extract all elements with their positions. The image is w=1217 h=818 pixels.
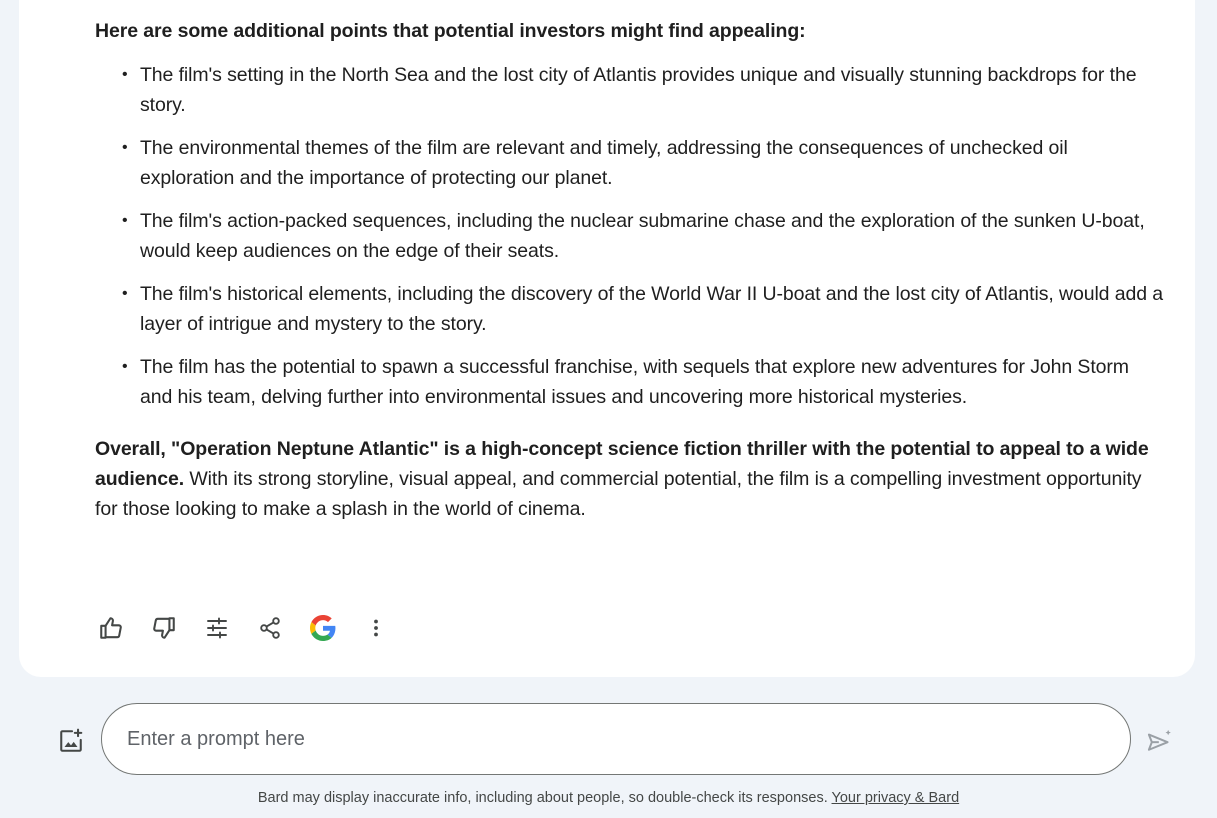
more-options-icon: [364, 616, 388, 640]
prompt-input[interactable]: [127, 704, 1107, 774]
prompt-box: [101, 703, 1131, 775]
privacy-link[interactable]: Your privacy & Bard: [831, 790, 960, 806]
list-item-text: The film's action-packed sequences, including the nuclear submarine chase and the exploration of the sunken U-boat, would keep audiences on the edge of their seats.: [140, 210, 1145, 262]
list-item-text: The environmental themes of the film are relevant and timely, addressing the consequences of unchecked oil exploration and the importance of protecting our planet.: [140, 137, 1068, 189]
list-item-text: The film's historical elements, including the discovery of the World War II U-boat and the lost city of Atlantis, would add a layer of intrigue and mystery to the story.: [140, 283, 1164, 335]
response-card: [19, 0, 1195, 677]
summary-rest: With its strong storyline, visual appeal, and commercial potential, the film is a compelling investment opportunity for those looking to make a splash in the world of cinema.: [95, 468, 1142, 520]
add-image-icon: [58, 728, 84, 754]
list-item-text: The film's setting in the North Sea and the lost city of Atlantis provides unique and visually stunning backdrops for the story.: [140, 64, 1137, 116]
list-item: [95, 133, 1165, 193]
list-item: [95, 60, 1165, 120]
modify-response-icon: [205, 616, 229, 640]
thumbs-down-icon: [151, 615, 177, 641]
response-actions: [95, 612, 413, 644]
list-item: [95, 279, 1165, 339]
share-icon: [258, 616, 282, 640]
bullet: •: [122, 285, 128, 302]
response-intro: Here are some additional points that potential investors might find appealing:: [95, 20, 806, 42]
share-button[interactable]: [254, 612, 286, 644]
thumbs-up-button[interactable]: [95, 612, 127, 644]
bullet: •: [122, 66, 128, 83]
disclaimer: [0, 790, 1217, 806]
more-options-button[interactable]: [360, 612, 392, 644]
response-content: [95, 16, 1165, 524]
list-item: [95, 352, 1165, 412]
send-button[interactable]: [1145, 726, 1175, 756]
disclaimer-text: Bard may display inaccurate info, including about people, so double-check its responses.: [257, 790, 828, 806]
summary-bold: Overall, "Operation Neptune Atlantic" is a high-concept science fiction thriller with the potential to appeal to a wide audience.: [95, 438, 1149, 490]
bullet: •: [122, 358, 128, 375]
modify-response-button[interactable]: [201, 612, 233, 644]
prompt-composer: [0, 690, 1217, 818]
bullet: •: [122, 212, 128, 229]
list-item-text: The film has the potential to spawn a successful franchise, with sequels that explore new adventures for John Storm and his team, delving further into environmental issues and uncovering more historical mysteries.: [140, 356, 1129, 408]
google-it-button[interactable]: [307, 612, 339, 644]
thumbs-down-button[interactable]: [148, 612, 180, 644]
list-item: [95, 206, 1165, 266]
send-icon: [1146, 727, 1174, 755]
response-summary: [95, 434, 1165, 524]
thumbs-up-icon: [98, 615, 124, 641]
add-image-button[interactable]: [56, 726, 86, 756]
google-it-icon: [310, 615, 336, 641]
bullet: •: [122, 139, 128, 156]
points-list: [95, 60, 1165, 412]
